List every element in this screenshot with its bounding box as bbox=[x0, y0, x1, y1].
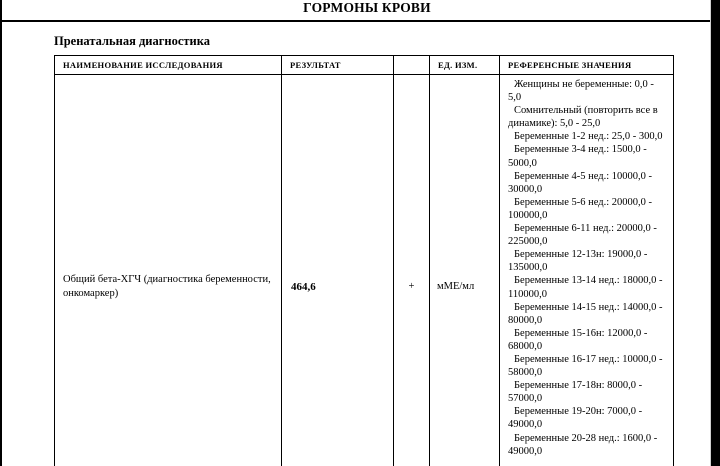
reference-line: Беременные 12-13н: 19000,0 - 135000,0 bbox=[508, 249, 648, 274]
column-header-unit: ЕД. ИЗМ. bbox=[430, 56, 500, 75]
reference-line: Беременные 5-6 нед.: 20000,0 - 100000,0 bbox=[508, 196, 653, 221]
reference-line: Беременные 6-11 нед.: 20000,0 - 225000,0 bbox=[508, 223, 657, 248]
report-page bbox=[2, 0, 711, 466]
reference-line: Женщины не беременные: 0,0 - 5,0 bbox=[508, 79, 654, 104]
results-table bbox=[54, 55, 674, 466]
section-heading: Пренатальная диагностика bbox=[54, 34, 211, 48]
result-flag: + bbox=[394, 75, 430, 466]
test-unit: мМЕ/мл bbox=[430, 75, 500, 466]
table-row bbox=[55, 75, 674, 466]
reference-line: Беременные 15-16н: 12000,0 - 68000,0 bbox=[508, 327, 648, 352]
reference-line: Беременные 1-2 нед.: 25,0 - 300,0 bbox=[514, 131, 663, 143]
reference-line: Беременные 3-4 нед.: 1500,0 - 5000,0 bbox=[508, 144, 647, 169]
reference-line: Беременные 20-28 нед.: 1600,0 - 49000,0 bbox=[508, 432, 658, 457]
document-title: ГОРМОНЫ КРОВИ bbox=[303, 0, 431, 15]
table-header-row bbox=[55, 56, 674, 75]
reference-line: Беременные 17-18н: 8000,0 - 57000,0 bbox=[508, 380, 643, 405]
reference-line: Беременные 16-17 нед.: 10000,0 - 58000,0 bbox=[508, 353, 663, 379]
column-header-name: НАИМЕНОВАНИЕ ИССЛЕДОВАНИЯ bbox=[55, 56, 282, 75]
reference-line: Беременные 13-14 нед.: 18000,0 - 110000,0 bbox=[508, 275, 663, 300]
column-header-flag bbox=[394, 56, 430, 75]
column-header-result: РЕЗУЛЬТАТ bbox=[282, 56, 394, 75]
title-divider bbox=[2, 20, 710, 22]
reference-line: Беременные 14-15 нед.: 14000,0 - 80000,0 bbox=[508, 301, 663, 326]
reference-values bbox=[500, 75, 674, 466]
column-header-reference: РЕФЕРЕНСНЫЕ ЗНАЧЕНИЯ bbox=[500, 56, 674, 75]
reference-line: Сомнительный (повторить все в динамике): 5,0 - 25,0 bbox=[508, 105, 658, 130]
reference-line: Беременные 19-20н: 7000,0 - 49000,0 bbox=[508, 406, 643, 431]
reference-line: Беременные 4-5 нед.: 10000,0 - 30000,0 bbox=[508, 170, 653, 195]
test-result: 464,6 bbox=[282, 75, 394, 466]
test-name: Общий бета-ХГЧ (диагностика беременности, онкомаркер) bbox=[55, 75, 282, 466]
